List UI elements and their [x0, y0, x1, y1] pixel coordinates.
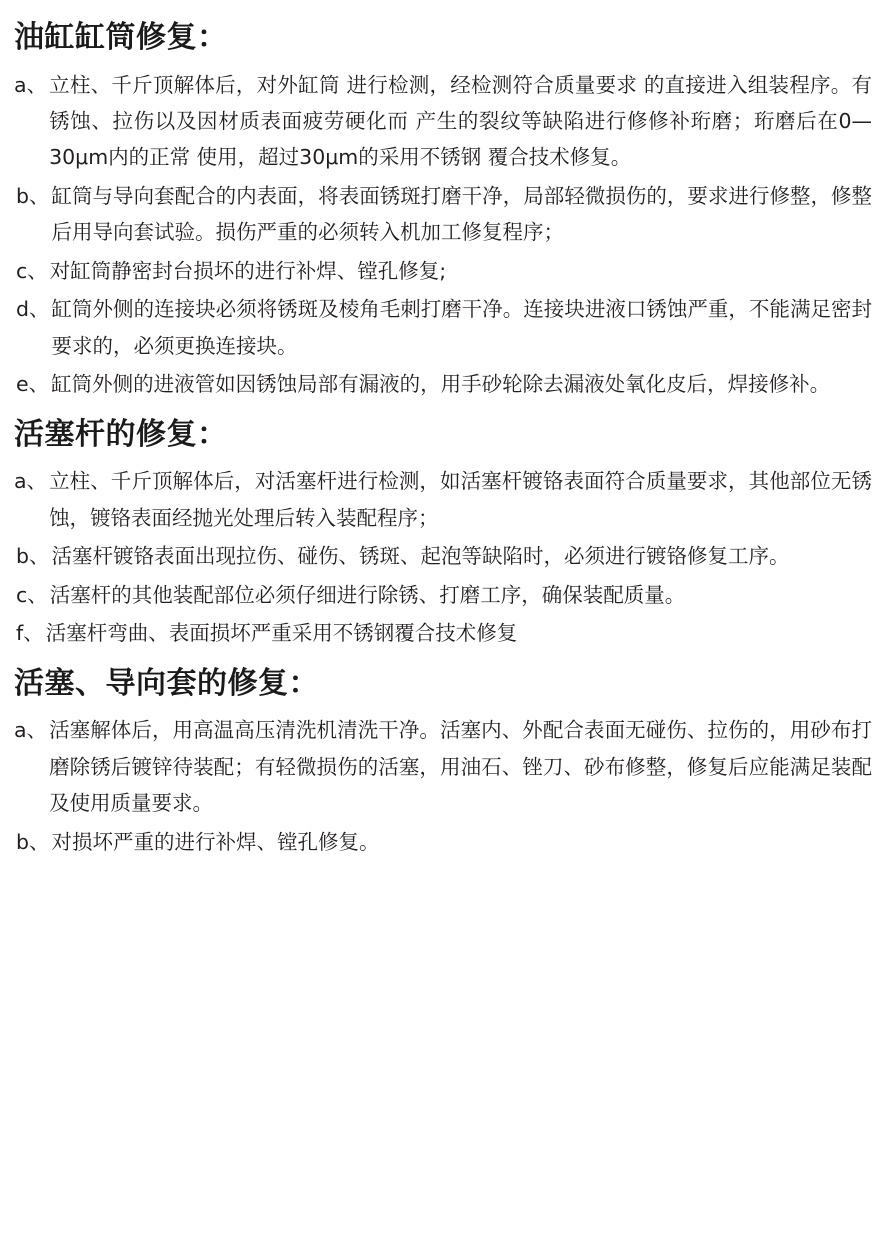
- list-item: [14, 615, 872, 651]
- list-item: [14, 538, 872, 574]
- list-item-marker: f、: [16, 621, 44, 646]
- list-item-marker: a、: [14, 718, 48, 743]
- list-item-marker: a、: [14, 469, 48, 494]
- section-piston-guide-sleeve-repair: [14, 664, 872, 860]
- list-item-marker: d、: [16, 297, 50, 322]
- list-item-text: 对缸筒静密封台损坏的进行补焊、镗孔修复;: [49, 258, 447, 283]
- list-item: [14, 291, 872, 364]
- list-item: [14, 824, 872, 860]
- list-item-text: 缸筒外侧的连接块必须将锈斑及棱角毛刺打磨干净。连接块进液口锈蚀严重，不能满足密封要求的，必须更换连接块。: [51, 297, 872, 358]
- section-title: 活塞杆的修复：: [14, 416, 228, 452]
- spacer: [14, 405, 872, 409]
- list-item-text: 活塞杆弯曲、表面损坏严重采用不锈钢覆合技术修复: [45, 621, 518, 646]
- list-item-marker: b、: [16, 544, 50, 569]
- list-item-text: 立柱、千斤顶解体后，对外缸筒 进行检测，经检测符合质量要求 的直接进入组装程序。有锈蚀、拉伤以及因材质表面疲劳硬化而 产生的裂纹等缺陷进行修修补珩磨；珩磨后在0—30μm内的正常 使用，超过30μm的采用不锈钢 覆合技术修复。: [49, 72, 872, 170]
- list-item: [14, 577, 872, 613]
- list-item-text: 缸筒外侧的进液管如因锈蚀局部有漏液的，用手砂轮除去漏液处氧化皮后，焊接修补。: [51, 372, 831, 397]
- list-item-text: 活塞解体后，用高温高压清洗机清洗干净。活塞内、外配合表面无碰伤、拉伤的，用砂布打磨除锈后镀锌待装配；有轻微损伤的活塞，用油石、锉刀、砂布修整，修复后应能满足装配及使用质量要求。: [49, 718, 872, 816]
- list-item-text: 活塞杆镀铬表面出现拉伤、碰伤、锈斑、起泡等缺陷时，必须进行镀铬修复工序。: [51, 544, 790, 569]
- list-item: [14, 463, 872, 536]
- list-item-text: 缸筒与导向套配合的内表面，将表面锈斑打磨干净，局部轻微损伤的，要求进行修整，修整后用导向套试验。损伤严重的必须转入机加工修复程序；: [51, 183, 872, 245]
- list-item-marker: c、: [16, 258, 48, 283]
- section-title: 活塞、导向套的修复：: [14, 665, 319, 701]
- list-item: [14, 178, 872, 251]
- list-item-marker: e、: [16, 372, 50, 397]
- list-item-marker: b、: [16, 183, 50, 208]
- list-item-text: 立柱、千斤顶解体后，对活塞杆进行检测，如活塞杆镀铬表面符合质量要求，其他部位无锈蚀，镀铬表面经抛光处理后转入装配程序；: [49, 469, 872, 530]
- section-title: 油缸缸筒修复：: [14, 20, 228, 55]
- list-item: [14, 712, 872, 821]
- list-item: [14, 253, 872, 289]
- list-item-text: 活塞杆的其他装配部位必须仔细进行除锈、打磨工序，确保装配质量。: [49, 582, 686, 607]
- list-item: [14, 366, 872, 402]
- section-cylinder-barrel-repair: [14, 18, 872, 403]
- list-item-marker: b、: [16, 829, 50, 854]
- spacer: [14, 654, 872, 658]
- list-item-text: 对损坏严重的进行补焊、镗孔修复。: [51, 829, 380, 854]
- section-piston-rod-repair: [14, 415, 872, 652]
- list-item: [14, 67, 872, 176]
- list-item-marker: a、: [14, 72, 48, 97]
- list-item-marker: c、: [16, 582, 48, 607]
